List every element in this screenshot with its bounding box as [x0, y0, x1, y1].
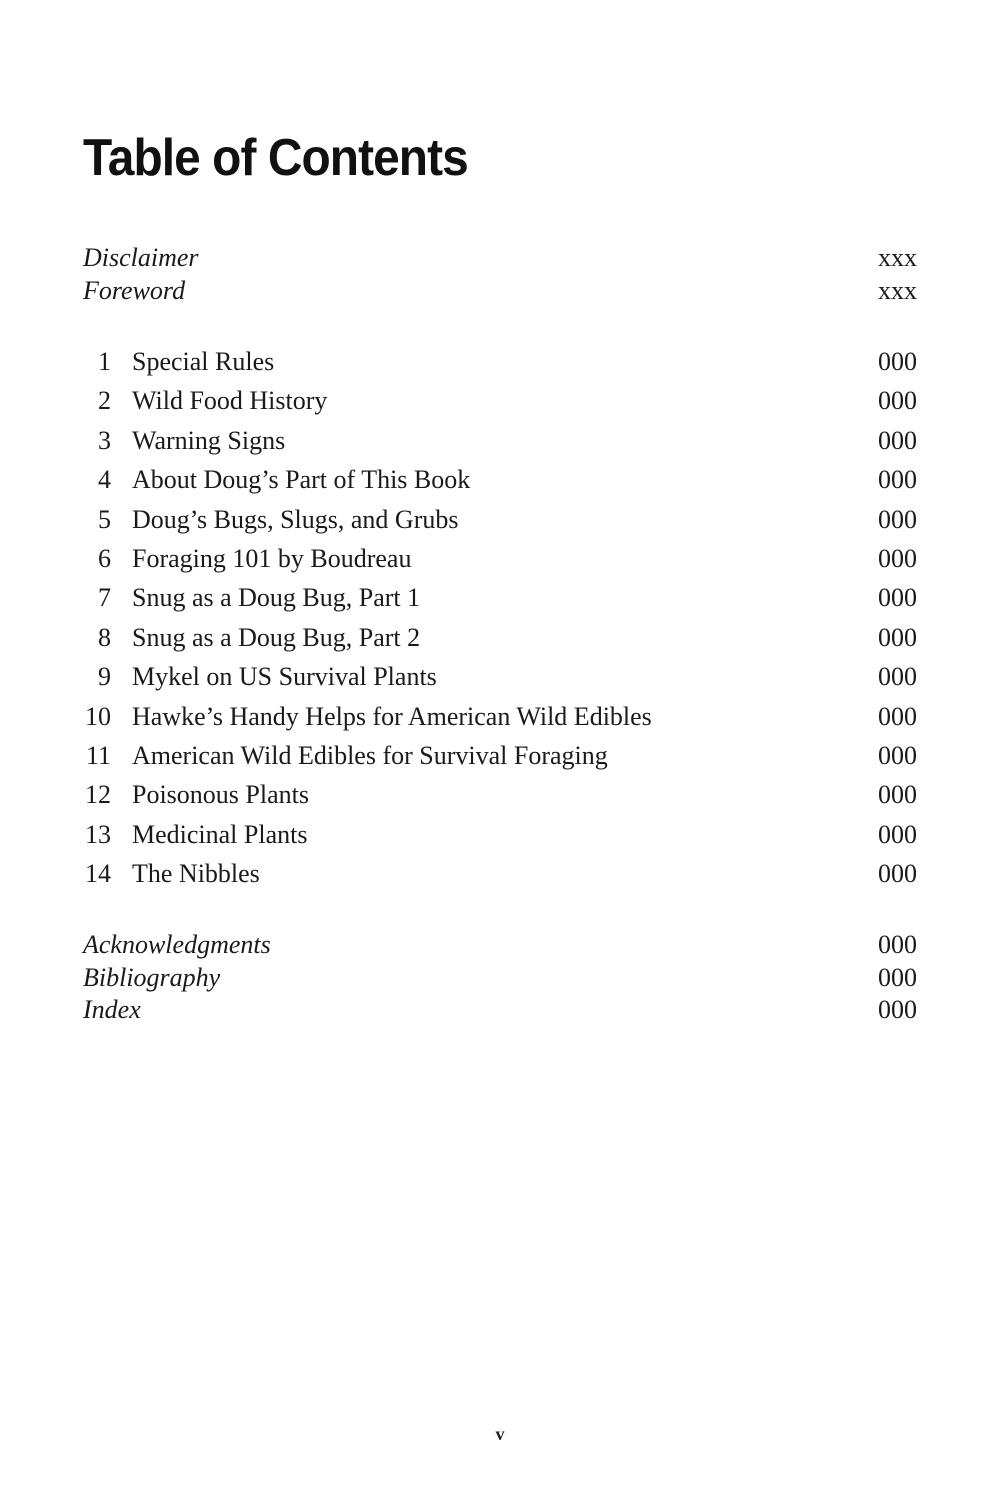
- chapter-title: Special Rules: [132, 347, 275, 376]
- entry-label: Foreword: [83, 275, 186, 305]
- chapter-number: 6: [98, 543, 111, 573]
- chapter-page: 000: [878, 347, 917, 376]
- chapter-title: Poisonous Plants: [132, 780, 309, 810]
- chapter-number: 7: [98, 583, 111, 613]
- toc-entry-foreword: [83, 275, 917, 308]
- toc-chapter-entry: [83, 815, 917, 854]
- entry-label: Bibliography: [83, 962, 221, 992]
- chapter-number: 13: [85, 819, 111, 849]
- toc-chapter-entry: [83, 854, 917, 893]
- chapter-number: 5: [98, 504, 111, 534]
- chapter-number: 1: [98, 347, 111, 376]
- toc-chapter-entry: [83, 697, 917, 736]
- toc-chapter-entry: [83, 578, 917, 617]
- chapter-number: 12: [85, 780, 111, 810]
- chapter-title: Mykel on US Survival Plants: [132, 662, 437, 692]
- chapter-title: Foraging 101 by Boudreau: [132, 543, 412, 573]
- chapter-number: 8: [98, 622, 111, 652]
- chapter-page: 000: [878, 465, 917, 495]
- chapter-page: 000: [878, 622, 917, 652]
- toc-entry-acknowledgments: [83, 929, 917, 962]
- chapter-page: 000: [878, 425, 917, 455]
- chapter-title: About Doug’s Part of This Book: [132, 465, 471, 495]
- chapter-page: 000: [878, 819, 917, 849]
- entry-label: Disclaimer: [83, 243, 199, 272]
- toc-chapter-entry: [83, 775, 917, 814]
- entry-label: Index: [83, 995, 141, 1024]
- toc-chapter-entry: [83, 381, 917, 420]
- back-matter-list: [83, 929, 917, 1027]
- toc-chapter-entry: [83, 342, 917, 381]
- chapter-number: 14: [85, 859, 111, 889]
- chapter-title: Snug as a Doug Bug, Part 2: [132, 622, 421, 652]
- toc-entry-bibliography: [83, 962, 917, 995]
- chapter-title: Medicinal Plants: [132, 819, 308, 849]
- front-matter-list: [83, 242, 917, 307]
- toc-entry-disclaimer: [83, 242, 917, 275]
- entry-page: 000: [878, 962, 917, 992]
- chapter-page: 000: [878, 543, 917, 573]
- entry-page: 000: [878, 995, 917, 1024]
- chapter-title: Wild Food History: [132, 386, 328, 416]
- chapter-page: 000: [878, 386, 917, 416]
- chapter-title: American Wild Edibles for Survival Foraging: [132, 740, 608, 770]
- chapter-title: Doug’s Bugs, Slugs, and Grubs: [132, 504, 459, 534]
- chapter-page: 000: [878, 662, 917, 692]
- toc-chapter-entry: [83, 539, 917, 578]
- toc-chapter-entry: [83, 736, 917, 775]
- chapter-number: 11: [85, 740, 111, 770]
- toc-chapter-entry: [83, 500, 917, 539]
- chapter-title: Snug as a Doug Bug, Part 1: [132, 583, 421, 613]
- page-folio: v: [495, 1424, 505, 1444]
- chapter-title: The Nibbles: [132, 859, 260, 889]
- chapter-number: 2: [98, 386, 111, 416]
- chapter-number: 4: [98, 465, 111, 495]
- chapter-page: 000: [878, 780, 917, 810]
- chapter-page: 000: [878, 701, 917, 731]
- chapter-number: 3: [98, 425, 111, 455]
- chapter-page: 000: [878, 859, 917, 889]
- toc-chapter-entry: [83, 460, 917, 499]
- entry-page: 000: [878, 930, 917, 959]
- chapter-number: 9: [98, 662, 111, 692]
- entry-page: xxx: [878, 243, 917, 272]
- chapter-list: [83, 342, 917, 893]
- chapter-title: Warning Signs: [132, 425, 286, 455]
- entry-label: Acknowledgments: [83, 930, 271, 959]
- chapter-page: 000: [878, 740, 917, 770]
- chapter-title: Hawke’s Handy Helps for American Wild Edibles: [132, 701, 652, 731]
- chapter-page: 000: [878, 583, 917, 613]
- chapter-page: 000: [878, 504, 917, 534]
- page-title: Table of Contents: [83, 129, 468, 187]
- toc-chapter-entry: [83, 618, 917, 657]
- toc-entry-index: [83, 994, 917, 1027]
- toc-chapter-entry: [83, 657, 917, 696]
- entry-page: xxx: [878, 275, 917, 305]
- chapter-number: 10: [85, 701, 111, 731]
- toc-chapter-entry: [83, 421, 917, 460]
